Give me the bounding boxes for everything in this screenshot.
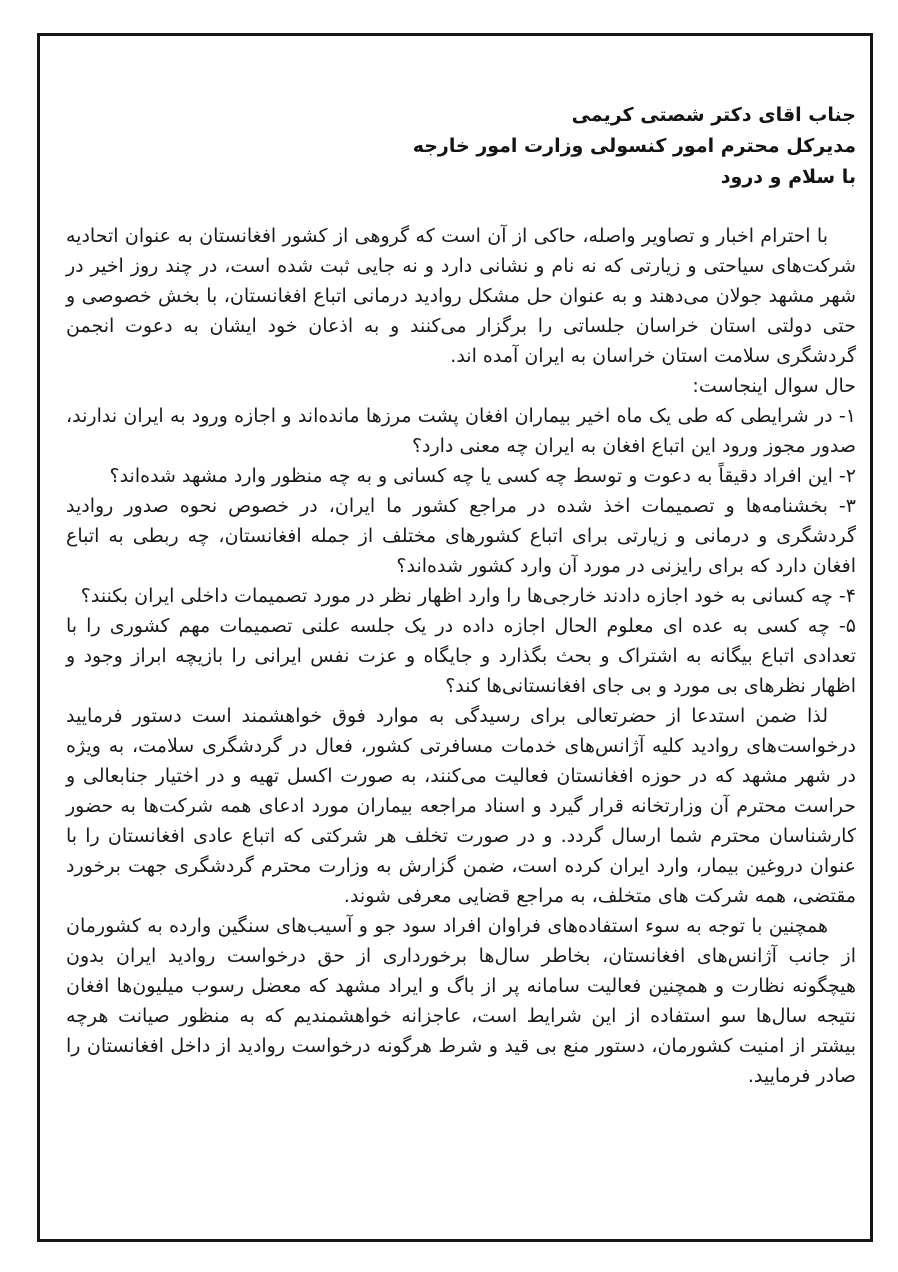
letter-border-frame <box>37 33 873 1242</box>
request-paragraph: لذا ضمن استدعا از حضرتعالی برای رسیدگی به موارد فوق خواهشمند است دستور فرمایید درخواست‌های روادید کلیه آژانس‌های خدمات مسافرتی کشور، فعال در گردشگری سلامت، به ویژه در شهر مشهد که در حوزه افغانستان فعالیت می‌کنند، به صورت اکسل تهیه و در اختیار جنابعالی و حراست محترم آن وزارتخانه قرار گیرد و اسناد مراجعه بیماران مورد ادعای همه شرکت‌ها به حضور کارشناسان محترم شما ارسال گردد. و در صورت تخلف هر شرکتی که اتباع عادی افغانستان را با عنوان دروغین بیمار، وارد ایران کرده است، ضمن گزارش به وزارت محترم گردشگری جهت برخورد مقتضی، همه شرکت های متخلف، به مراجع قضایی معرفی شوند. <box>66 705 856 907</box>
question-item-1: ۱- در شرایطی که طی یک ماه اخیر بیماران افغان پشت مرزها مانده‌اند و اجازه ورود به ایران ندارند، صدور مجوز ورود این اتباع افغان به ایران چه معنی دارد؟ <box>66 405 856 457</box>
letter-body <box>66 221 856 1091</box>
recipient-name-line: جناب اقای دکتر شصتی کریمی <box>571 104 856 126</box>
closing-paragraph: همچنین با توجه به سوء استفاده‌های فراوان افراد سود جو و آسیب‌های سنگین وارده به کشورمان از جانب آژانس‌های افغانستان، بخاطر سال‌ها برخورداری از حق درخواست روادید ایران بدون هیچگونه نظارت و همچنین فعالیت سامانه پر از باگ و ایراد مشهد که معضل رسوب میلیون‌ها افغان نتیجه سال‌ها سو استفاده از این شرایط است، عاجزانه خواهشمندیم که به منظور صیانت هرچه بیشتر از امنیت کشورمان، دستور منع بی قید و شرط هرگونه درخواست روادید از داخل افغانستان را صادر فرمایید. <box>66 915 856 1087</box>
question-item-5: ۵- چه کسی به عده ای معلوم الحال اجازه داده در یک جلسه علنی تصمیمات مهم کشوری را با تعدادی اتباع بیگانه به اشتراک و بحث بگذارد و جایگاه و عزت نفس ایرانی را بازیچه ابراز وجود و اظهار نظرهای بی مورد و بی جای افغانستانی‌ها کند؟ <box>66 615 856 697</box>
question-item-4: ۴- چه کسانی به خود اجازه دادند خارجی‌ها را وارد اظهار نظر در مورد تصمیمات داخلی ایران بکنند؟ <box>80 585 856 607</box>
question-lead-line: حال سوال اینجاست: <box>692 375 856 397</box>
intro-paragraph: با احترام اخبار و تصاویر واصله، حاکی از آن است که گروهی از کشور افغانستان به عنوان اتحادیه شرکت‌های سیاحتی و زیارتی که نه نام و نشانی دارد و نه جایی ثبت شده است، در چند روز اخیر در شهر مشهد جولان می‌دهند و به عنوان حل مشکل روادید درمانی اتباع افغانستان، با بخش خصوصی و حتی دولتی استان خراسان جلساتی را برگزار می‌کنند و به اذعان خود ایشان به دعوت انجمن گردشگری سلامت استان خراسان به ایران آمده اند. <box>66 225 856 367</box>
salutation-line: با سلام و درود <box>720 166 856 188</box>
question-item-2: ۲- این افراد دقیقاً به دعوت و توسط چه کسی یا چه کسانی و به چه منظور وارد مشهد شده‌اند؟ <box>109 465 856 487</box>
letter-header <box>66 100 856 193</box>
question-item-3: ۳- بخشنامه‌ها و تصمیمات اخذ شده در مراجع کشور ما ایران، در خصوص نحوه صدور روادید گردشگری و درمانی و زیارتی برای اتباع کشورهای مختلف از جمله افغانستان، چه ربطی به اتباع افغان دارد که برای رایزنی در مورد آن وارد کشور شده‌اند؟ <box>66 495 856 577</box>
recipient-title-line: مدیرکل محترم امور کنسولی وزارت امور خارجه <box>412 135 856 157</box>
